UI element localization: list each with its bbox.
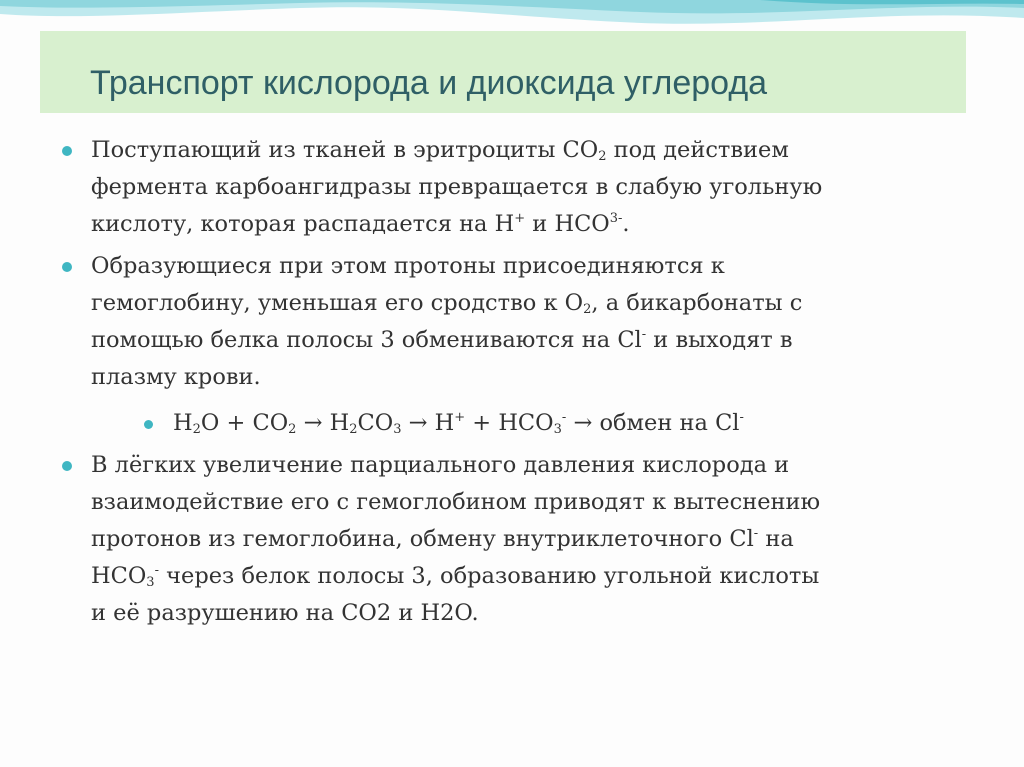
bullet-item-protons bbox=[62, 248, 962, 396]
bullet-dot-icon bbox=[62, 461, 72, 471]
text-line: кислоту, которая распадается на H+ и $HCO^{3-}$. bbox=[91, 211, 630, 237]
text-line: фермента карбоангидразы превращается в слабую угольную bbox=[91, 174, 823, 200]
bullet-list bbox=[62, 132, 962, 632]
text-line: помощью белка полосы 3 обмениваются на Cl- и выходят в bbox=[91, 327, 793, 353]
text-line: и её разрушению на CO2 и H2O. bbox=[91, 600, 479, 626]
text-line: $HCO_3^-$ через белок полосы 3, образованию угольной кислоты bbox=[91, 563, 820, 590]
title-bar bbox=[40, 31, 966, 113]
text-line: гемоглобину, уменьшая его сродство к $O_2$, а бикарбонаты с bbox=[91, 290, 803, 317]
bullet-item-co2-entry bbox=[62, 132, 962, 243]
text-line: Поступающий из тканей в эритроциты $CO_2$ под действием bbox=[91, 137, 789, 164]
text-line: Образующиеся при этом протоны присоединяются к bbox=[91, 253, 725, 279]
bullet-item-equation bbox=[62, 405, 962, 442]
reaction-equation: $H_2O + CO_2 \to H_2CO_3 \to H^+ + HCO_3^-$ → обмен на Cl- bbox=[173, 410, 744, 437]
bullet-dot-icon bbox=[144, 420, 153, 429]
slide-title: Транспорт кислорода и диоксида углерода bbox=[90, 64, 768, 102]
bullet-item-lungs bbox=[62, 447, 962, 632]
text-line: плазму крови. bbox=[91, 364, 261, 390]
bullet-dot-icon bbox=[62, 262, 72, 272]
bullet-dot-icon bbox=[62, 146, 72, 156]
text-line: протонов из гемоглобина, обмену внутриклеточного Cl- на bbox=[91, 526, 794, 552]
text-line: В лёгких увеличение парциального давления кислорода и bbox=[91, 452, 790, 478]
text-line: взаимодействие его с гемоглобином приводят к вытеснению bbox=[91, 489, 821, 515]
